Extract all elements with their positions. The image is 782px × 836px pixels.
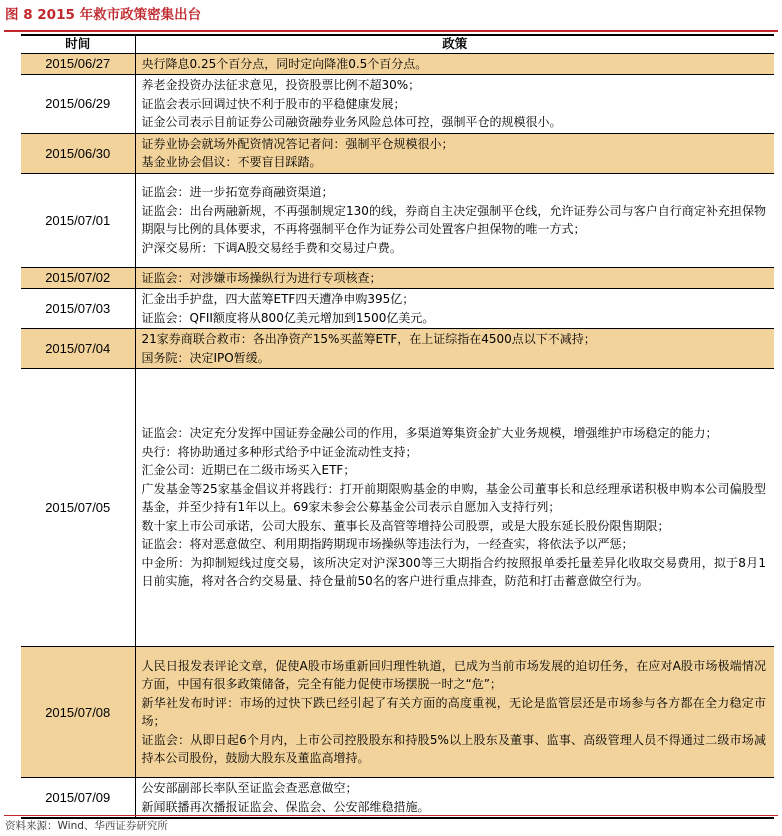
row-date: 2015/07/09 [21,778,135,819]
row-policy [135,289,774,329]
policy-line: 国务院：决定IPO暂缓。 [141,350,270,365]
policy-table [21,34,774,819]
table-row [21,53,774,75]
policy-line: 新闻联播再次播报证监会、保监会、公安部维稳措施。 [141,799,430,814]
table-row [21,778,774,819]
policy-line: 证监会：出台两融新规，不再强制规定130的线，券商自主决定强制平仓线，允许证券公司与客户自行商定补充担保物期限与比例的具体要求，不再将强制平仓作为证券公司处置客户担保物的唯一方式； [141,203,766,236]
policy-line: 证监会：进一步拓宽券商融资渠道； [141,185,334,199]
row-date: 2015/07/02 [21,267,135,289]
table-row [21,173,774,267]
table-row [21,133,774,173]
figure-title: 图 8 2015 年救市政策密集出台 [5,7,202,23]
policy-line: 央行降息0.25个百分点，同时定向降准0.5个百分点。 [141,56,428,71]
row-policy [135,75,774,134]
table-row [21,75,774,134]
policy-line: 证监会表示回调过快不利于股市的平稳健康发展； [141,96,406,111]
policy-line: 汇金出手护盘，四大蓝筹ETF四天遭净申购395亿； [141,292,415,306]
policy-line: 证监会：对涉嫌市场操纵行为进行专项核查； [141,270,382,285]
row-policy [135,778,774,819]
row-date: 2015/07/01 [21,173,135,267]
policy-header: 政策 [135,35,774,53]
policy-line: 21家券商联合救市：各出净资产15%买蓝筹ETF，在上证综指在4500点以下不减持； [141,332,596,346]
table-row [21,369,774,647]
policy-line: 证监会：从即日起6个月内，上市公司控股股东和持股5%以上股东及董事、监事、高级管理人员不得通过二级市场减持本公司股份，鼓励大股东及董监高增持。 [141,732,766,765]
title-rule [4,30,778,32]
row-policy [135,173,774,267]
policy-line: 汇金公司：近期已在二级市场买入ETF； [141,463,356,478]
row-policy [135,53,774,75]
policy-line: 公安部副部长率队至证监会查恶意做空； [141,781,358,795]
source-note: 资料来源：Wind、华西证券研究所 [5,820,168,832]
policy-line: 基金业协会倡议：不要盲目踩踏。 [141,155,322,169]
policy-line: 证金公司表示目前证券公司融资融券业务风险总体可控，强制平仓的规模很小。 [141,115,562,129]
table-row [21,329,774,369]
row-policy [135,647,774,778]
table-row [21,647,774,778]
row-date: 2015/06/29 [21,75,135,134]
row-date: 2015/06/27 [21,53,135,75]
time-header: 时间 [21,35,135,53]
policy-line: 央行：将协助通过多种形式给予中证金流动性支持； [141,444,418,459]
row-date: 2015/07/08 [21,647,135,778]
policy-line: 新华社发布时评：市场的过快下跌已经引起了有关方面的高度重视，无论是监管层还是市场参与各方都在全力稳定市场； [141,695,766,728]
row-date: 2015/07/05 [21,369,135,647]
policy-line: 证监会：决定充分发挥中国证券金融公司的作用，多渠道筹集资金扩大业务规模，增强维护市场稳定的能力； [141,426,718,441]
policy-line: 中金所：为抑制短线过度交易，该所决定对沪深300等三大期指合约按照报单委托量差异化收取交易费用，拟于8月1日前实施，将对各合约交易量、持仓量前50名的客户进行重点排查，防范和打击蓄意做空行为。 [141,555,766,589]
row-policy [135,133,774,173]
row-policy [135,329,774,369]
table-row [21,267,774,289]
table-row [21,289,774,329]
policy-line: 养老金投资办法征求意见，投资股票比例不超30%； [141,78,421,92]
row-date: 2015/07/03 [21,289,135,329]
row-policy [135,369,774,647]
table-header-row [21,35,774,53]
policy-line: 沪深交易所：下调A股交易经手费和交易过户费。 [141,240,402,255]
row-policy [135,267,774,289]
policy-line: 证监会：QFII额度将从800亿美元增加到1500亿美元。 [141,310,435,325]
policy-line: 证券业协会就场外配资情况答记者问：强制平仓规模很小； [141,136,454,151]
policy-line: 人民日报发表评论文章，促使A股市场重新回归理性轨道，已成为当前市场发展的迫切任务，在应对A股市场极端情况方面，中国有很多政策储备，完全有能力促使市场摆脱一时之“危”； [141,658,766,691]
policy-line: 证监会：将对恶意做空、利用期指跨期现市场操纵等违法行为，一经查实，将依法予以严惩； [141,537,634,552]
policy-line: 数十家上市公司承诺，公司大股东、董事长及高管等增持公司股票，或是大股东延长股份限售期限； [141,518,670,533]
policy-line: 广发基金等25家基金倡议并将践行：打开前期限购基金的申购，基金公司董事长和总经理承诺积极申购本公司偏股型基金，并至少持有1年以上。69家未参会公募基金公司表示自愿加入支持行列； [141,481,766,515]
row-date: 2015/06/30 [21,133,135,173]
row-date: 2015/07/04 [21,329,135,369]
source-rule [4,815,778,816]
